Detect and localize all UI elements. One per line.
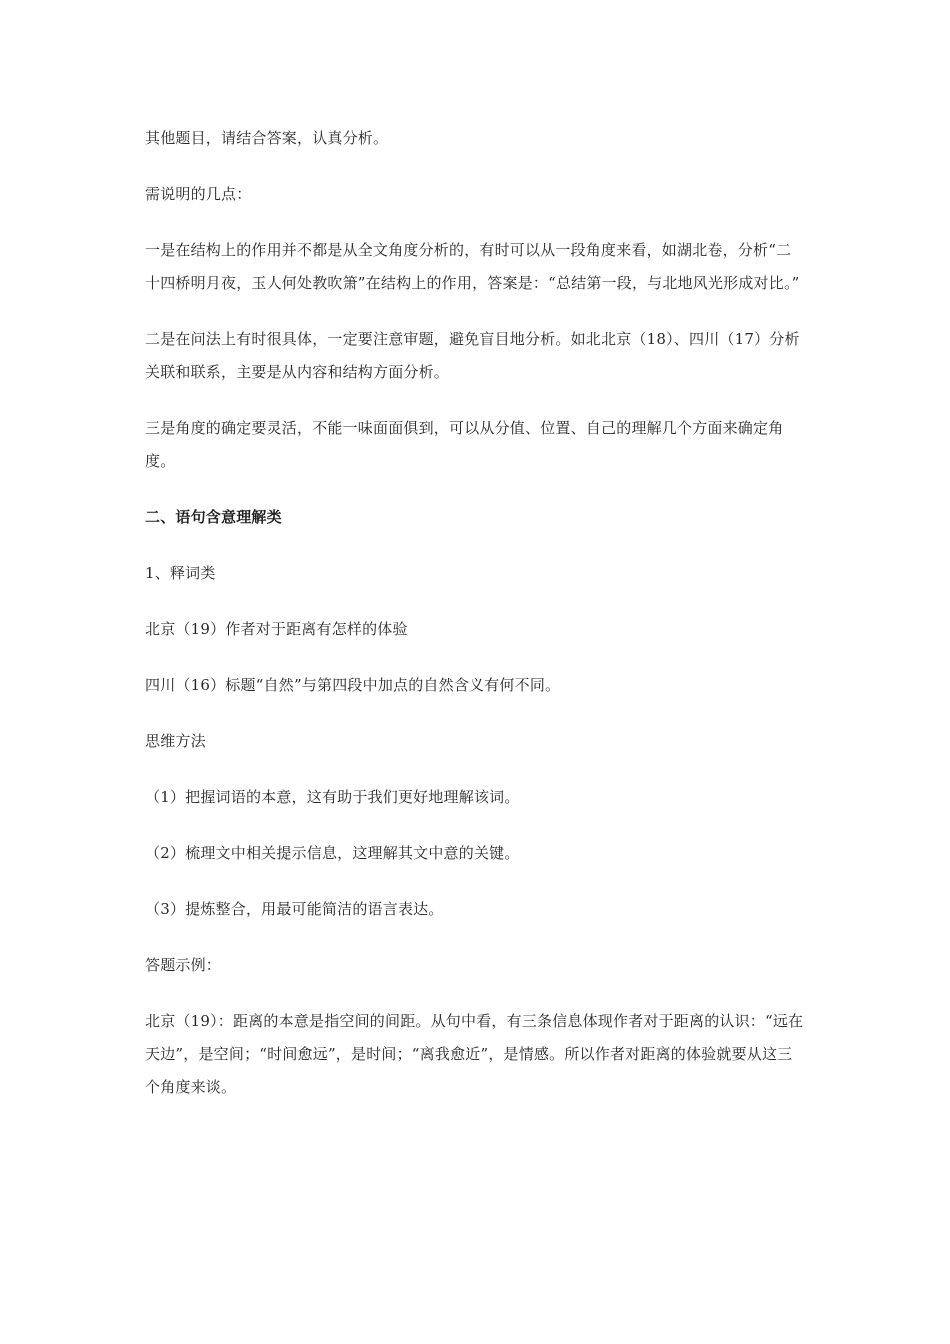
example-heading: 答题示例：	[145, 956, 222, 974]
example-answer: 北京（19）：距离的本意是指空间的间距。从句中看，有三条信息体现作者对于距离的认识：“远在天边”，是空间；“时间愈远”，是时间；“离我愈近”，是情感。所以作者对距离的体验就要从这三个角度来谈。	[145, 1012, 804, 1096]
method-heading: 思维方法	[145, 732, 206, 750]
paragraph-note-one: 一是在结构上的作用并不都是从全文角度分析的，有时可以从一段角度来看，如湖北卷，分析“二十四桥明月夜，玉人何处教吹箫”在结构上的作用，答案是：“总结第一段，与北地风光形成对比。”	[145, 241, 800, 292]
document-body	[145, 122, 805, 1104]
paragraph-note-three: 三是角度的确定要灵活，不能一味面面俱到，可以从分值、位置、自己的理解几个方面来确定角度。	[145, 419, 784, 470]
paragraph-intro: 其他题目，请结合答案，认真分析。	[145, 129, 389, 147]
paragraph-note-two: 二是在问法上有时很具体，一定要注意审题，避免盲目地分析。如北北京（18）、四川（17）分析关联和联系，主要是从内容和结构方面分析。	[145, 330, 800, 381]
method-step-2: （2）梳理文中相关提示信息，这理解其文中意的关键。	[145, 844, 520, 862]
question-sichuan: 四川（16）标题“自然”与第四段中加点的自然含义有何不同。	[145, 676, 561, 694]
section-heading: 二、语句含意理解类	[145, 508, 282, 526]
subsection-heading: 1、释词类	[145, 564, 216, 582]
question-beijing: 北京（19）作者对于距离有怎样的体验	[145, 620, 408, 638]
method-step-3: （3）提炼整合，用最可能简洁的语言表达。	[145, 900, 444, 918]
paragraph-notes-heading: 需说明的几点：	[145, 185, 252, 203]
method-step-1: （1）把握词语的本意，这有助于我们更好地理解该词。	[145, 788, 520, 806]
